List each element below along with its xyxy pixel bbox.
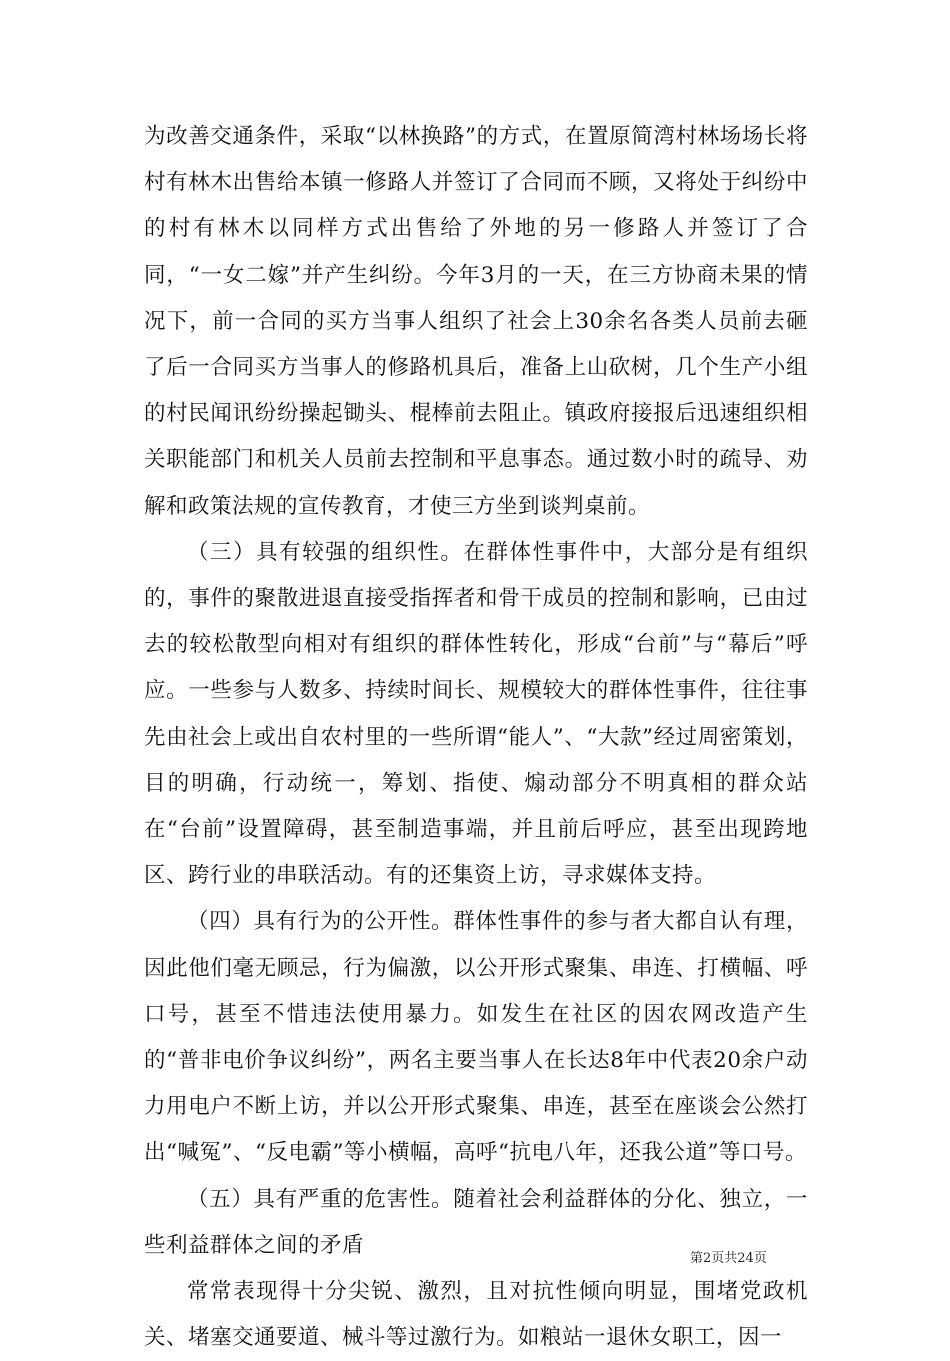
document-body	[144, 114, 808, 1361]
paragraph-3: （四）具有行为的公开性。群体性事件的参与者大都自认有理，因此他们毫无顾忌，行为偏激，以公开形式聚集、串连、打横幅、呼口号，甚至不惜违法使用暴力。如发生在社区的因农网改造产生的“普非电价争议纠纷”，两名主要当事人在长达8年中代表20余户动力用电户不断上访，并以公开形式聚集、串连，甚至在座谈会公然打出“喊冤”、“反电霸”等小横幅，高呼“抗电八年，还我公道”等口号。	[144, 909, 808, 1166]
page-number-footer: 第2页共24页	[690, 1251, 767, 1266]
paragraph-4: （五）具有严重的危害性。随着社会利益群体的分化、独立，一些利益群体之间的矛盾	[144, 1186, 808, 1258]
paragraph-2: （三）具有较强的组织性。在群体性事件中，大部分是有组织的，事件的聚散进退直接受指挥者和骨干成员的控制和影响，已由过去的较松散型向相对有组织的群体性转化，形成“台前”与“幕后”呼应。一些参与人数多、持续时间长、规模较大的群体性事件，往往事先由社会上或出自农村里的一些所谓“能人”、“大款”经过周密策划，目的明确，行动统一，筹划、指使、煽动部分不明真相的群众站在“台前”设置障碍，甚至制造事端，并且前后呼应，甚至出现跨地区、跨行业的串联活动。有的还集资上访，寻求媒体支持。	[144, 539, 808, 889]
paragraph-5: 常常表现得十分尖锐、激烈，且对抗性倾向明显，围堵党政机关、堵塞交通要道、械斗等过激行为。如粮站一退休女职工，因一	[144, 1279, 808, 1351]
paragraph-1: 为改善交通条件，采取“以林换路”的方式，在置原简湾村林场场长将村有林木出售给本镇一修路人并签订了合同而不顾，又将处于纠纷中的村有林木以同样方式出售给了外地的另一修路人并签订了合同，“一女二嫁”并产生纠纷。今年3月的一天，在三方协商未果的情况下，前一合同的买方当事人组织了社会上30余名各类人员前去砸了后一合同买方当事人的修路机具后，准备上山砍树，几个生产小组的村民闻讯纷纷操起锄头、棍棒前去阻止。镇政府接报后迅速组织相关职能部门和机关人员前去控制和平息事态。通过数小时的疏导、劝解和政策法规的宣传教育，才使三方坐到谈判桌前。	[144, 124, 808, 519]
